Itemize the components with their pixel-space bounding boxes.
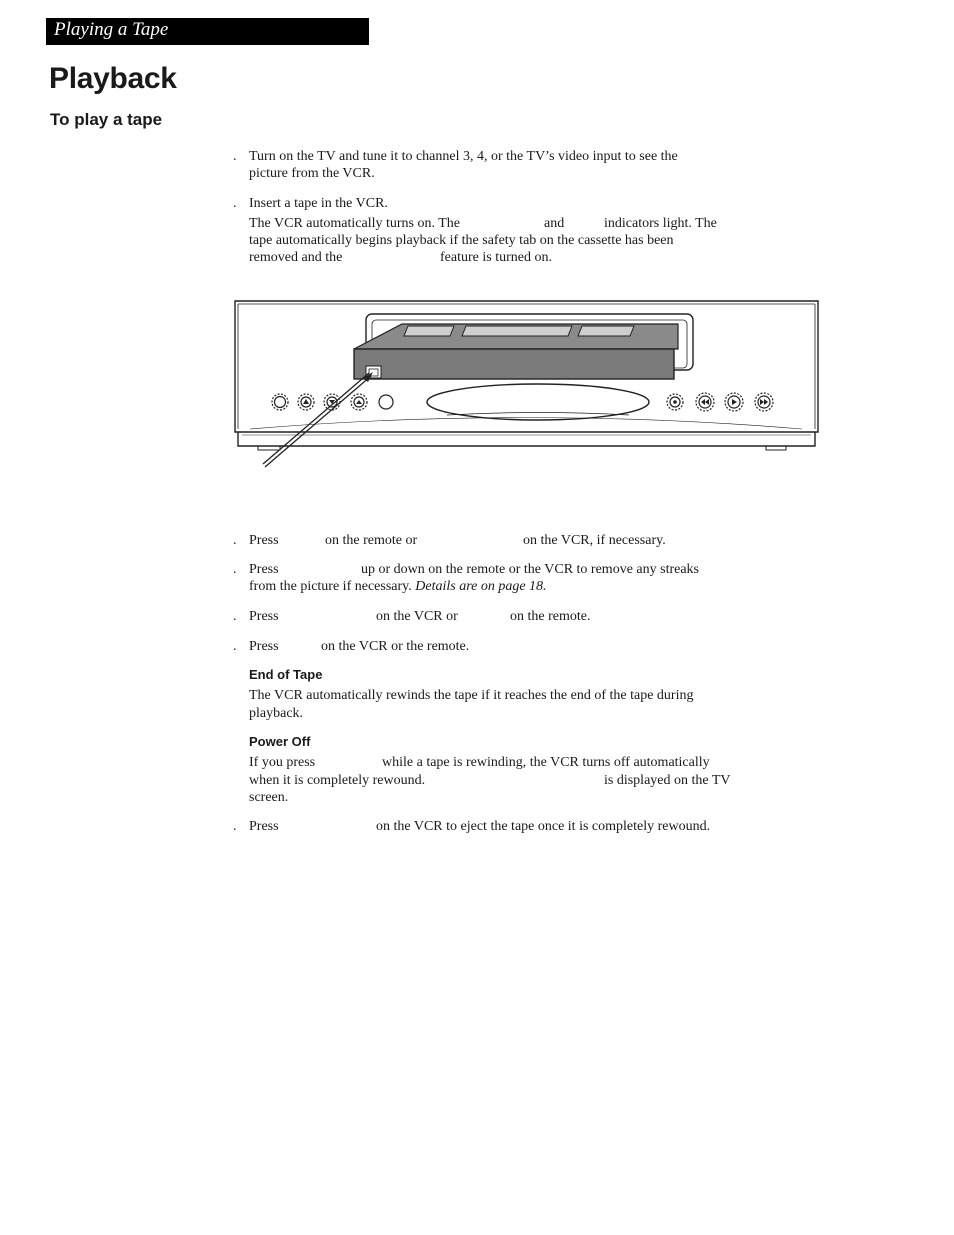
step-5-text-b: on the VCR or xyxy=(376,609,458,624)
step-5-text-c: on the remote. xyxy=(510,609,591,624)
end-of-tape-line-1: The VCR automatically rewinds the tape if it reaches the end of the tape during xyxy=(249,688,694,703)
step-7-text-b: on the VCR to eject the tape once it is completely rewound. xyxy=(376,819,711,834)
end-of-tape-line-2: playback. xyxy=(249,706,304,721)
step-4-page-ref: Details are on page 18. xyxy=(415,579,547,594)
section-header-label: Playing a Tape xyxy=(54,19,169,40)
cassette-tape xyxy=(354,324,678,379)
step-6-text-b: on the VCR or the remote. xyxy=(321,639,470,654)
power-off-line-1a: If you press xyxy=(249,755,316,770)
step-1-line-2: picture from the VCR. xyxy=(249,166,375,181)
step-2-detail-2: tape automatically begins playback if the safety tab on the cassette has been xyxy=(249,233,674,248)
step-2-detail-1c: indicators light. The xyxy=(604,216,717,231)
power-off-line-2a: when it is completely rewound. xyxy=(249,773,426,788)
step-7-press: Press xyxy=(249,819,279,834)
step-4-bullet: . xyxy=(233,562,237,577)
step-2-detail-3b: feature is turned on. xyxy=(440,250,552,265)
power-off-line-2b: is displayed on the TV xyxy=(604,773,731,788)
step-4-text-c xyxy=(249,578,547,595)
step-3-press: Press xyxy=(249,533,279,548)
end-of-tape-heading: End of Tape xyxy=(249,667,323,682)
section-title: To play a tape xyxy=(50,110,163,129)
step-7-bullet: . xyxy=(233,819,237,834)
step-5-press: Press xyxy=(249,609,279,624)
step-3-bullet: . xyxy=(233,533,237,548)
power-off-line-1b: while a tape is rewinding, the VCR turns off automatically xyxy=(382,755,710,770)
section-header-bar xyxy=(46,18,369,45)
vcr-transport-buttons xyxy=(667,393,773,411)
step-4-text-c-main: from the picture if necessary. xyxy=(249,579,412,594)
step-6-bullet: . xyxy=(233,639,237,654)
vcr-illustration xyxy=(230,294,822,472)
step-3-text-c: on the VCR, if necessary. xyxy=(523,533,666,548)
power-off-line-3: screen. xyxy=(249,790,289,805)
step-4-press: Press xyxy=(249,562,279,577)
page-title: Playback xyxy=(49,62,177,95)
step-2-detail-1b: and xyxy=(544,216,565,231)
step-2-bullet: . xyxy=(233,196,237,211)
safety-tab-callout-arrow xyxy=(263,373,371,467)
step-2-detail-3a: removed and the xyxy=(249,250,343,265)
power-off-heading: Power Off xyxy=(249,734,311,749)
step-1-bullet: . xyxy=(233,149,237,164)
step-4-text-b: up or down on the remote or the VCR to remove any streaks xyxy=(361,562,700,577)
vcr-base xyxy=(238,432,815,446)
step-1-line-1: Turn on the TV and tune it to channel 3, 4, or the TV’s video input to see the xyxy=(249,149,678,164)
step-5-bullet: . xyxy=(233,609,237,624)
step-3-text-b: on the remote or xyxy=(325,533,418,548)
step-6-press: Press xyxy=(249,639,279,654)
step-2-detail-1a: The VCR automatically turns on. The xyxy=(249,216,461,231)
step-2-line-1: Insert a tape in the VCR. xyxy=(249,196,388,211)
